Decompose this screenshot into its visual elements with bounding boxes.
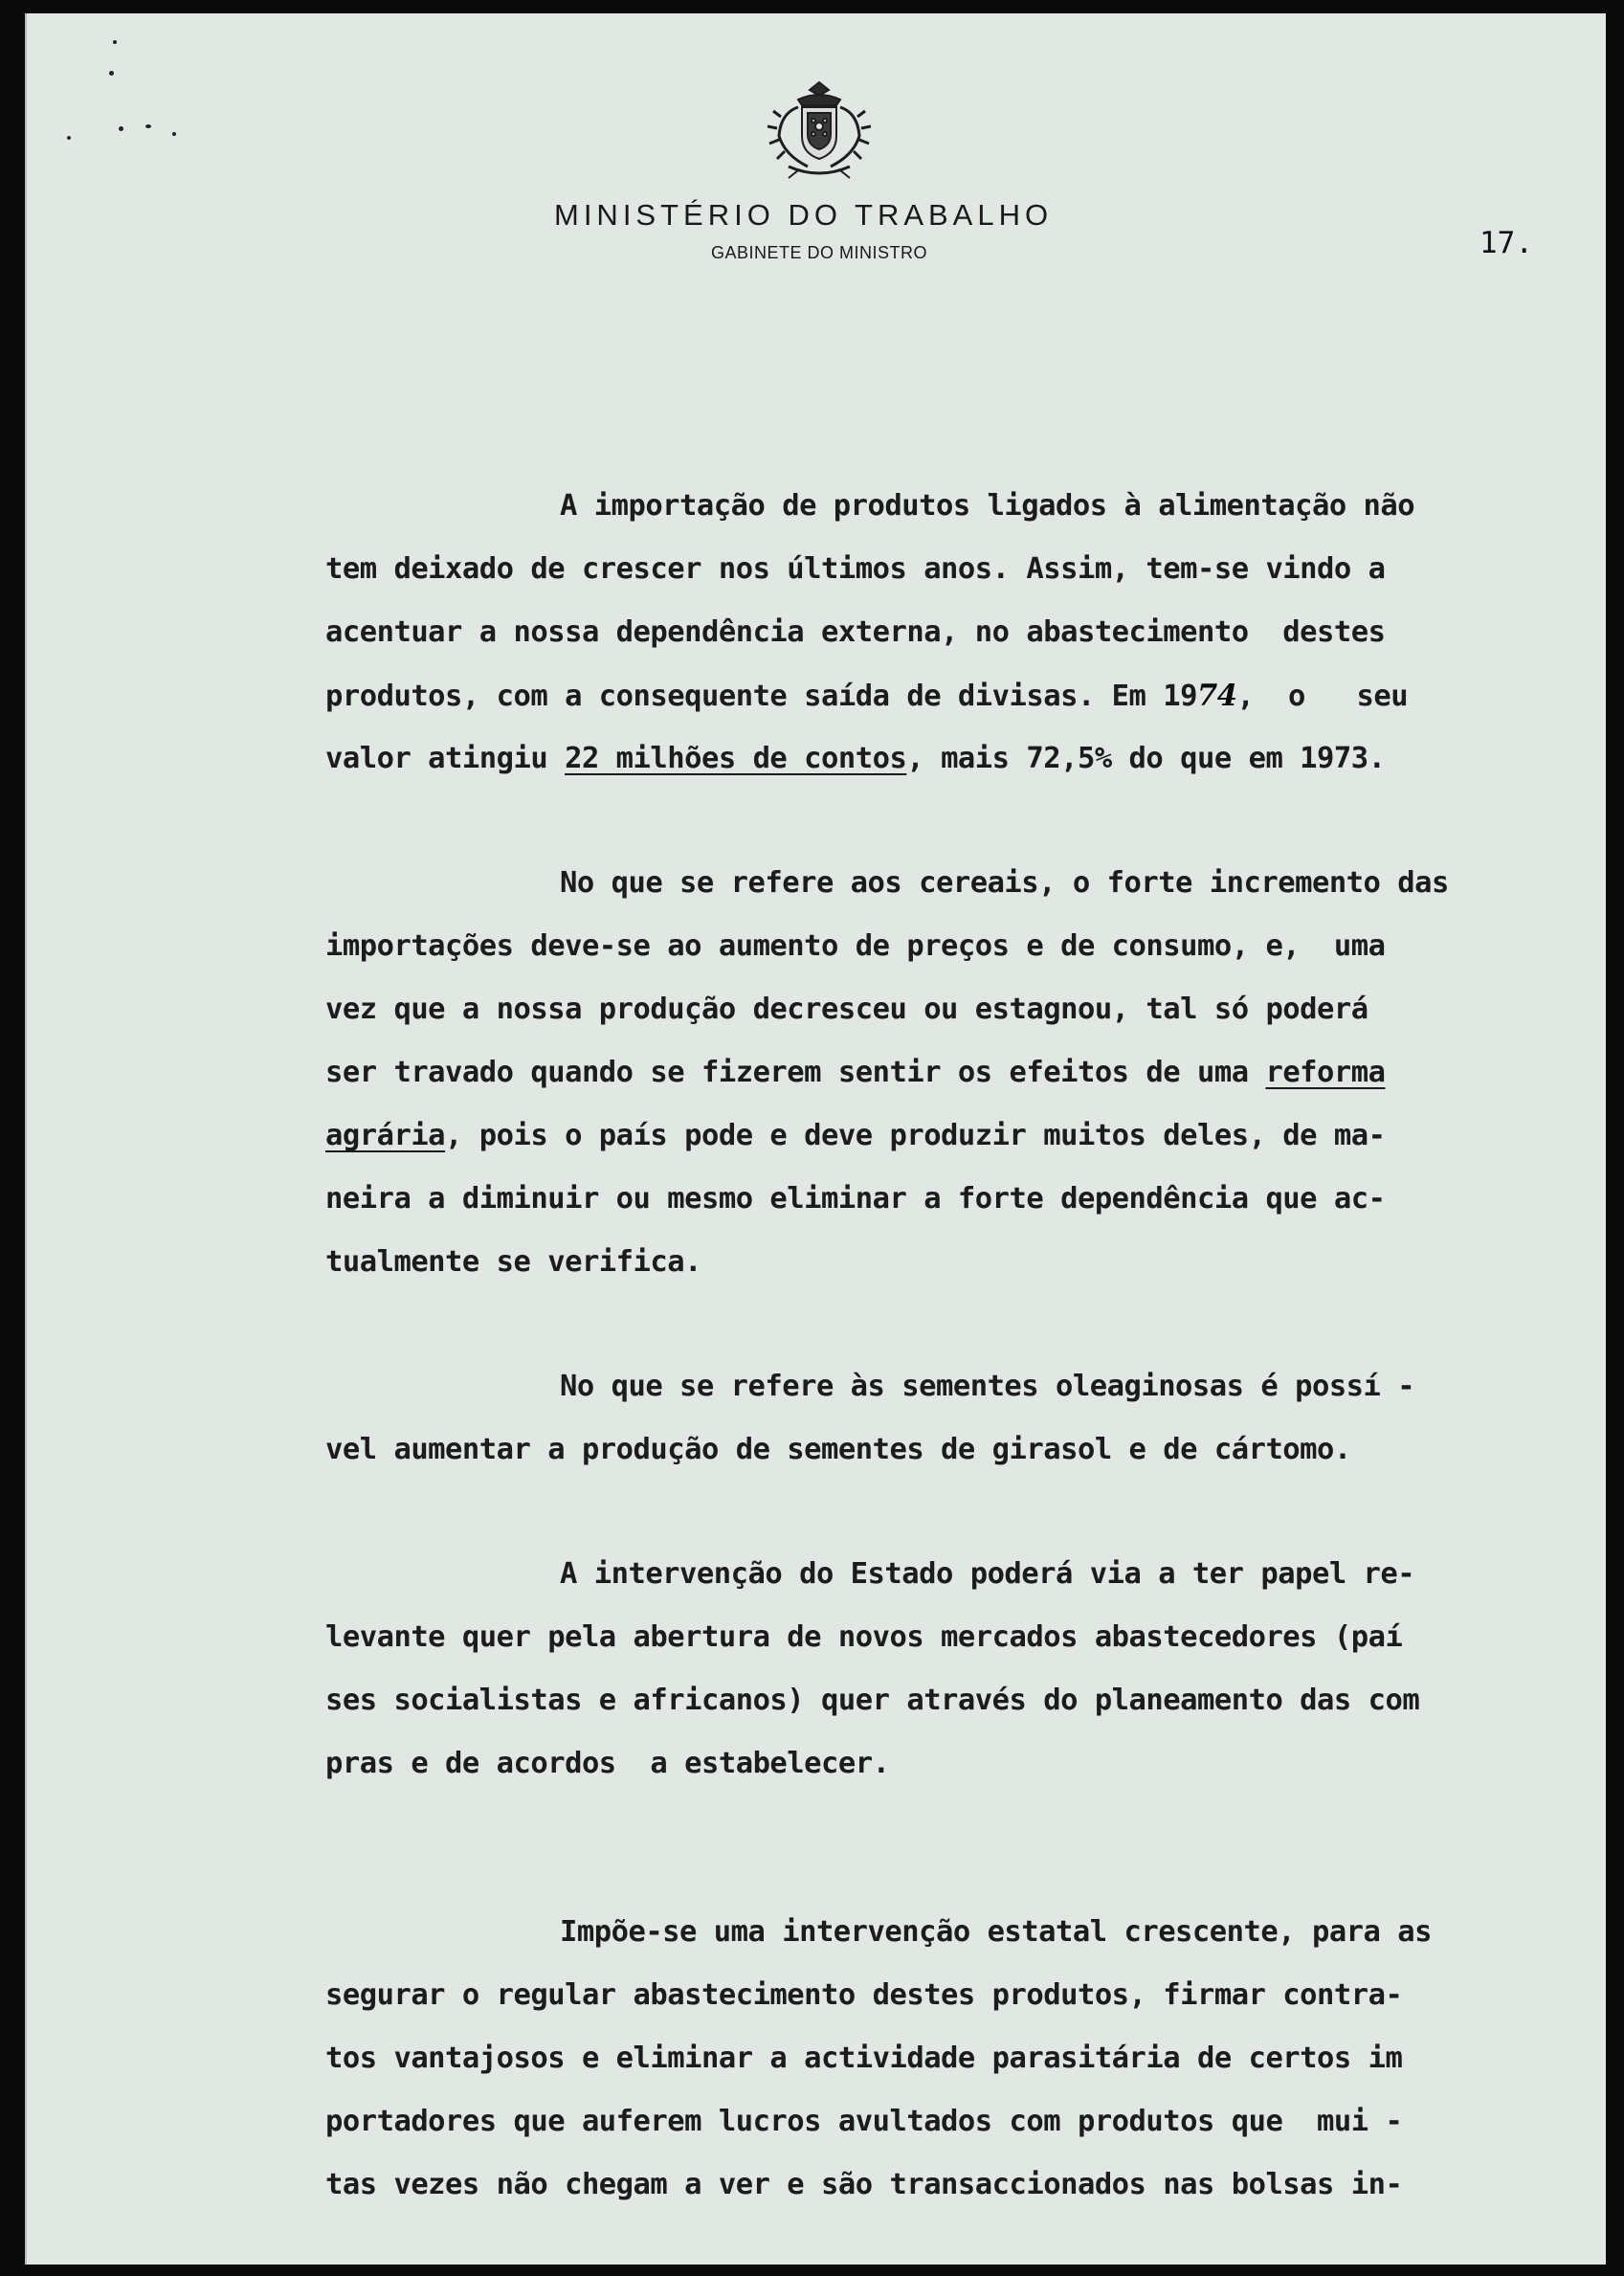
underlined-amount: 22 milhões de contos xyxy=(565,742,907,775)
text-line: No que se refere aos cereais, o forte incremento das xyxy=(560,866,1449,900)
text-segment: , pois o país pode e deve produzir muitos deles, de ma- xyxy=(445,1119,1386,1152)
text-line xyxy=(325,727,1574,791)
text-segment: produtos, com a consequente saída de divisas. Em 19 xyxy=(325,680,1197,713)
paragraph-2 xyxy=(325,852,1574,1294)
text-line: No que se refere às sementes oleaginosas é possí - xyxy=(560,1370,1415,1403)
text-segment: , mais 72,5% do que em 1973. xyxy=(906,742,1386,775)
text-line xyxy=(325,1105,1574,1168)
text-line: vez que a nossa produção decresceu ou estagnou, tal só poderá xyxy=(325,993,1368,1026)
text-line: portadores que auferem lucros avultados com produtos que mui - xyxy=(325,2105,1403,2138)
ministry-title: MINISTÉRIO DO TRABALHO xyxy=(554,198,1054,232)
text-line: A importação de produtos ligados à alimentação não xyxy=(560,489,1415,523)
text-line xyxy=(325,664,1574,727)
handwritten-year-correction: 74 xyxy=(1197,679,1237,713)
text-line: tualmente se verifica. xyxy=(325,1245,701,1279)
text-line: ses socialistas e africanos) quer através do planeamento das com xyxy=(325,1684,1420,1717)
text-line: levante quer pela abertura de novos mercados abastecedores (paí xyxy=(325,1620,1403,1654)
document-page xyxy=(25,13,1606,2265)
text-line: neira a diminuir ou mesmo eliminar a forte dependência que ac- xyxy=(325,1182,1386,1216)
coat-of-arms-icon xyxy=(760,78,879,180)
office-subtitle: GABINETE DO MINISTRO xyxy=(711,243,928,262)
text-segment: valor atingiu xyxy=(325,742,566,775)
text-line: tas vezes não chegam a ver e são transaccionados nas bolsas in- xyxy=(325,2168,1403,2201)
text-line: tos vantajosos e eliminar a actividade parasitária de certos im xyxy=(325,2042,1403,2075)
paragraph-4 xyxy=(325,1543,1574,1796)
text-line: importações deve-se ao aumento de preços e de consumo, e, uma xyxy=(325,929,1386,963)
text-line: tem deixado de crescer nos últimos anos. Assim, tem-se vindo a xyxy=(325,552,1386,586)
paragraph-3 xyxy=(325,1355,1574,1482)
stray-marks xyxy=(54,33,226,167)
underlined-term: reforma xyxy=(1265,1056,1386,1089)
text-line: Impõe-se uma intervenção estatal crescente, para as xyxy=(560,1915,1432,1949)
page-number: 17. xyxy=(1479,226,1533,260)
text-line xyxy=(325,1041,1574,1105)
page-edge xyxy=(25,13,27,2265)
text-line: segurar o regular abastecimento destes produtos, firmar contra- xyxy=(325,1978,1403,2012)
text-line: pras e de acordos a estabelecer. xyxy=(325,1747,890,1780)
text-line: vel aumentar a produção de sementes de girasol e de cártomo. xyxy=(325,1433,1351,1466)
underlined-term: agrária xyxy=(325,1119,446,1152)
document-body xyxy=(325,475,1574,2217)
text-segment: , o seu xyxy=(1236,680,1409,713)
text-line: A intervenção do Estado poderá via a ter papel re- xyxy=(560,1557,1415,1591)
paragraph-1 xyxy=(325,475,1574,791)
text-segment: ser travado quando se fizerem sentir os efeitos de uma xyxy=(325,1056,1266,1089)
paragraph-5 xyxy=(325,1901,1574,2217)
text-line: acentuar a nossa dependência externa, no abastecimento destes xyxy=(325,615,1386,649)
